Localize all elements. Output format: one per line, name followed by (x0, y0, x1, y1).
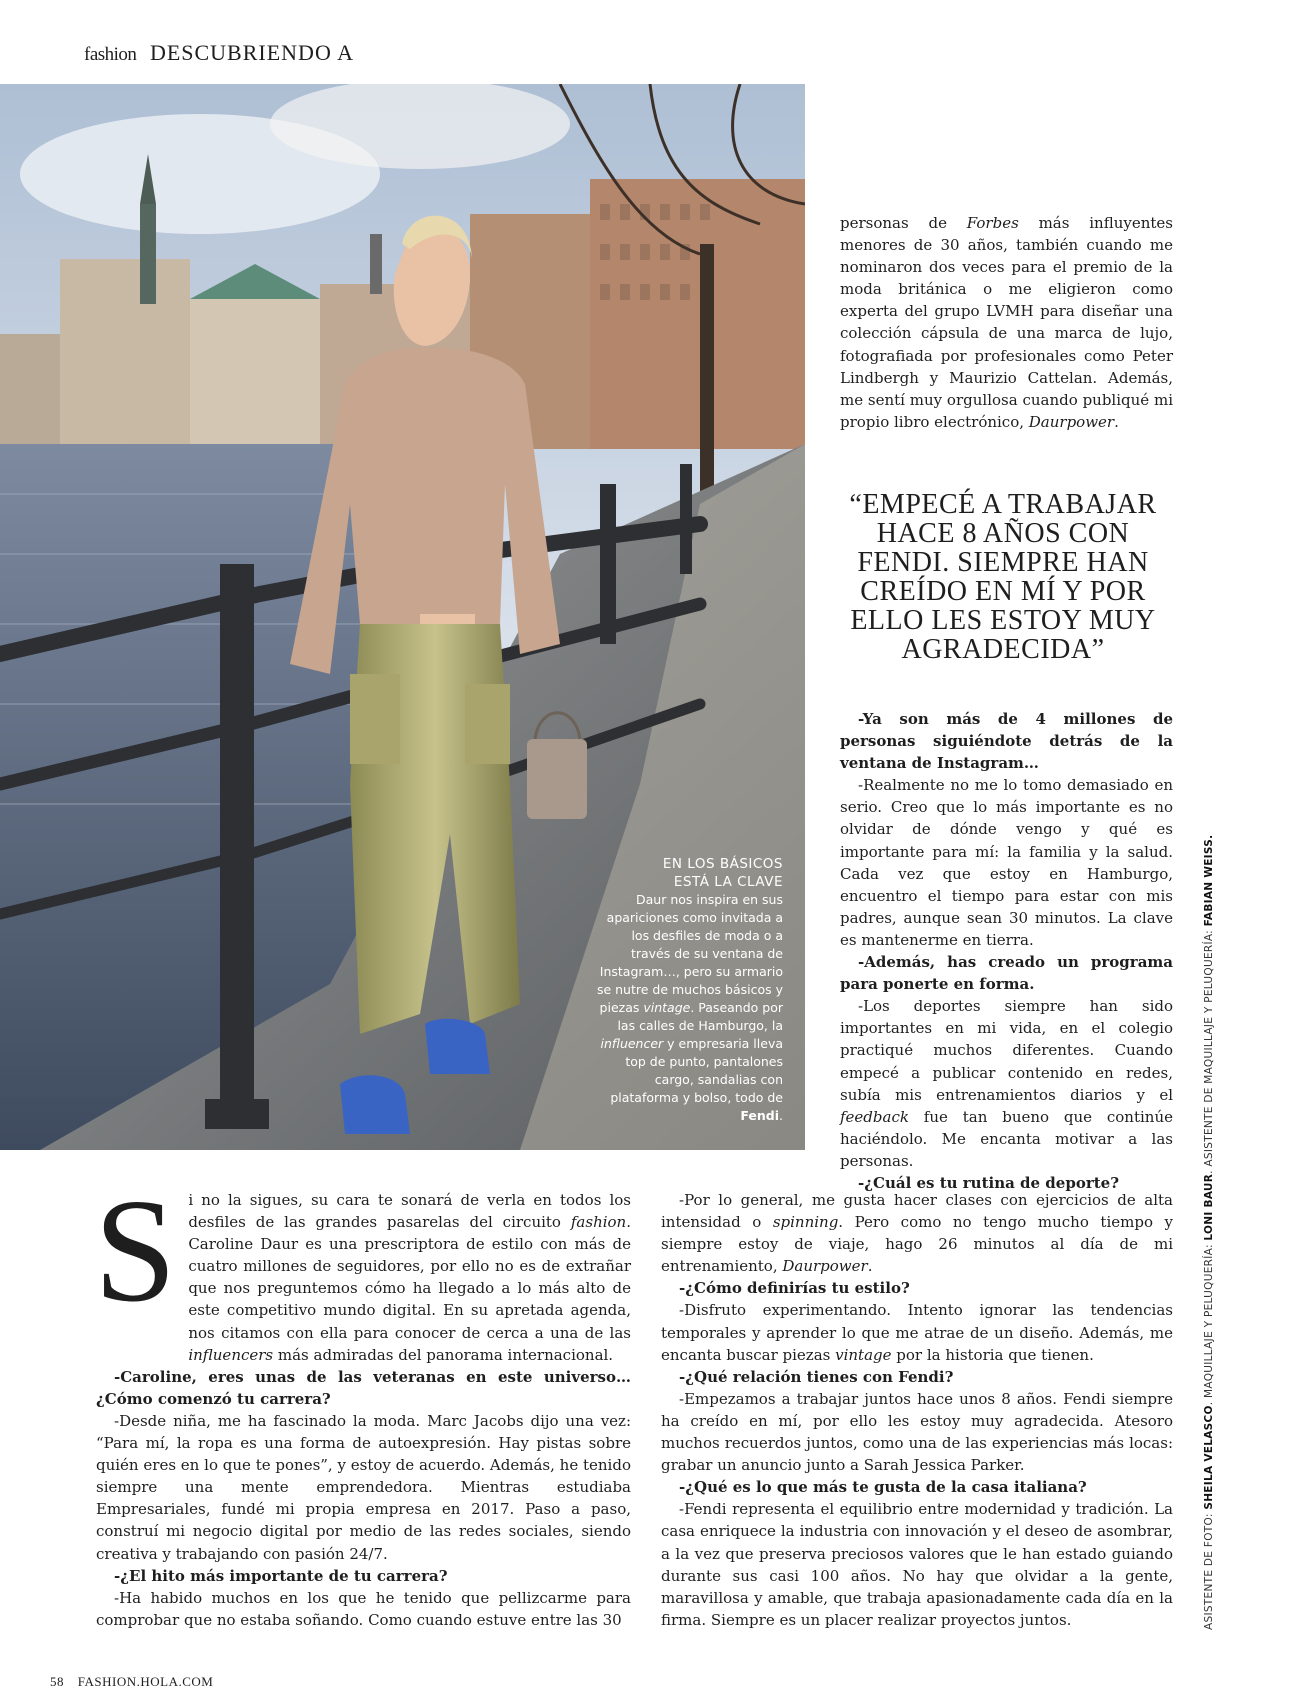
article-column-right-bottom (661, 1189, 1173, 1631)
interview-answer: -Desde niña, me ha fascinado la moda. Marc Jacobs dijo una vez: “Para mí, la ropa es una forma de autoexpresión. Hay pistas sobre quién eres en lo que te pones”, y estoy de acuerdo. Además, he tenido siempre una mente emprendedora. Mientras estudiaba Empresariales, fundé mi propia empresa en 2017. Paso a paso, construí mi negocio digital por medio de las redes sociales, siendo creativa y trabajando con pasión 24/7. (96, 1411, 631, 1563)
page-header (84, 40, 354, 66)
interview-answer: -Empezamos a trabajar juntos hace unos 8 años. Fendi siempre ha creído en mí, por ello les estoy muy agradecida. Atesoro muchos recuerdos juntos, como una de las experiencias más locas: grabar un anuncio junto a Sarah Jessica Parker. (661, 1389, 1173, 1475)
article-column-left-bottom (94, 1169, 631, 1631)
caption-title-line2: ESTÁ LA CLAVE (673, 874, 783, 890)
magazine-brand: fashion (84, 44, 137, 65)
interview-question: -¿Qué relación tienes con Fendi? (679, 1367, 954, 1386)
interview-answer: -Fendi representa el equilibrio entre modernidad y tradición. La casa enriquece la industria con innovación y el deseo de asombrar, a la vez que preserva preciosos valores que le han estado guiando durante sus casi 100 años. No hay que olvidar a la gente, maravillosa y amable, que trabaja apasionadamente cada día en la firma. Siempre es un placer realizar proyectos juntos. (661, 1500, 1173, 1629)
photo-caption (595, 855, 783, 1125)
caption-body: Daur nos inspira en sus apariciones como invitada a los desfiles de moda o a través de su ventana de Instagram…, pero su armario se nutre de muchos básicos y piezas vintage. Paseando por las calles de Hamburgo, la influencer y empresaria lleva top de punto, pantalones cargo, sandalias con plataforma y bolso, todo de Fendi. (596, 892, 783, 1123)
interview-answer: -Los deportes siempre han sido importantes en mi vida, en el colegio practiqué muchos diferentes. Cuando empecé a publicar contenido en redes, subía mis entrenamientos diarios y el feedback fue tan bueno que continúe haciéndolo. Me encanta motivar a las personas. (840, 997, 1173, 1170)
footer-site: FASHION.HOLA.COM (77, 1674, 214, 1689)
interview-answer: -Por lo general, me gusta hacer clases con ejercicios de alta intensidad o spinning. Pero como no tengo mucho tiempo y siempre estoy de viaje, hago 26 minutos al día de mi entrenamiento, Daurpower. (661, 1191, 1174, 1276)
intro-paragraph: Si no la sigues, su cara te sonará de verla en todos los desfiles de las grandes pasarelas del circuito fashion. Caroline Daur es una prescriptora de estilo con más de cuatro millones de seguidores, por ello no es de extrañar que nos preguntemos cómo ha llegado a lo más alto de este competitivo mundo digital. En su apretada agenda, nos citamos con ella para conocer de cerca a una de las influencers más admiradas del panorama internacional. (94, 1169, 631, 1364)
interview-answer: -Disfruto experimentando. Intento ignorar las tendencias temporales y aprender lo que me atrae de un diseño. Además, me encanta buscar piezas vintage por la historia que tienen. (661, 1301, 1173, 1364)
page-footer (50, 1674, 213, 1690)
interview-question: -¿El hito más importante de tu carrera? (114, 1566, 448, 1585)
interview-answer: -Realmente no me lo tomo demasiado en serio. Creo que lo más importante es no olvidar de dónde vengo y qué es importante para mí: la familia y la salud. Cada vez que estoy en Hamburgo, encuentro el tiempo para estar con mis padres, aunque sean 30 minutos. La clave es mantenerme en tierra. (840, 776, 1173, 949)
photo-credits: ASISTENTE DE FOTO: SHEILA VELASCO. MAQUILLAJE Y PELUQUERÍA: LONI BAUR. ASISTENTE DE MAQUILLAJE Y PELUQUERÍA: FABIAN WEISS. (1203, 834, 1215, 1630)
interview-question: -¿Cuál es tu rutina de deporte? (858, 1173, 1119, 1192)
section-title: DESCUBRIENDO A (149, 40, 355, 65)
drop-cap: S (94, 1169, 177, 1333)
interview-question: -Ya son más de 4 millones de personas siguiéndote detrás de la ventana de Instagram… (840, 710, 1173, 773)
interview-question: -Caroline, eres unas de las veteranas en este universo… ¿Cómo comenzó tu carrera? (96, 1367, 631, 1408)
interview-question: -Además, has creado un programa para ponerte en forma. (840, 953, 1173, 994)
page-number: 58 (50, 1674, 64, 1689)
article-column-right-top (840, 212, 1173, 433)
article-column-right-main (840, 708, 1173, 1194)
interview-question: -¿Qué es lo que más te gusta de la casa italiana? (679, 1478, 1087, 1497)
paragraph: personas de Forbes más influyentes menores de 30 años, también cuando me nominaron dos veces para el premio de la moda británica o me eligieron como experta del grupo LVMH para diseñar una colección cápsula de una marca de lujo, fotografiada por profesionales como Peter Lindbergh y Maurizio Cattelan. Además, me sentí muy orgullosa cuando publiqué mi propio libro electrónico, Daurpower. (840, 214, 1173, 431)
interview-answer: -Ha habido muchos en los que he tenido que pellizcarme para comprobar que no estaba soñando. Como cuando estuve entre las 30 (96, 1588, 631, 1629)
caption-title-line1: EN LOS BÁSICOS (662, 856, 783, 872)
interview-question: -¿Cómo definirías tu estilo? (679, 1279, 910, 1298)
pull-quote: “EMPECÉ A TRABAJAR HACE 8 AÑOS CON FENDI. SIEMPRE HAN CREÍDO EN MÍ Y POR ELLO LES ESTOY MUY AGRADECIDA” (849, 489, 1157, 665)
